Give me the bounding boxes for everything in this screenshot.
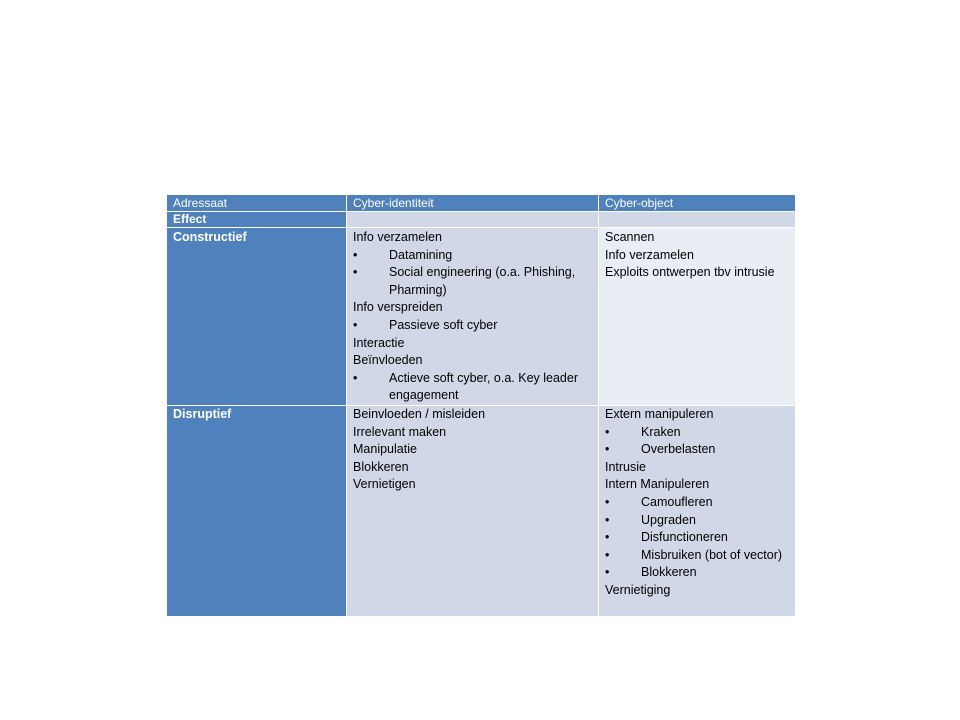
header-cyber-identiteit: Cyber-identiteit [347, 195, 599, 212]
bullet-item [605, 512, 789, 530]
bullet-marker: • [353, 317, 358, 332]
effect-object-cell [599, 212, 796, 228]
bullet-marker: • [353, 265, 358, 280]
bullet-text: Actieve soft cyber, o.a. Key leader engagement [389, 370, 578, 403]
text-line: Blokkeren [353, 459, 409, 474]
bullet-item [605, 564, 789, 582]
cell-disruptief-identity [347, 405, 599, 616]
bullet-text: Misbruiken (bot of vector) [641, 547, 783, 562]
text-line: Irrelevant maken [353, 424, 447, 439]
bullet-text: Overbelasten [641, 442, 716, 457]
bullet-item [353, 317, 592, 335]
text-line: Manipulatie [353, 442, 417, 457]
bullet-marker: • [605, 424, 610, 439]
bullet-item [605, 424, 789, 442]
cell-constructief-identity [347, 228, 599, 406]
bullet-text: Datamining [389, 247, 453, 262]
bullet-text: Social engineering (o.a. Phishing, Pharming) [389, 265, 576, 297]
text-line: Info verzamelen [353, 230, 442, 244]
bullet-text: Camoufleren [641, 494, 713, 509]
table-header-row [167, 195, 796, 212]
effect-label: Effect [167, 212, 347, 228]
effect-identity-cell [347, 212, 599, 228]
table-row-constructief [167, 228, 796, 406]
bullet-marker: • [605, 547, 610, 562]
text-line: Vernietigen [353, 477, 416, 492]
bullet-item [605, 529, 789, 547]
bullet-item [353, 247, 592, 265]
cell-constructief-object [599, 228, 796, 406]
bullet-item [353, 370, 592, 405]
cell-disruptief-object [599, 405, 796, 616]
row-label-disruptief: Disruptief [167, 405, 347, 616]
row-label-constructief: Constructief [167, 228, 347, 406]
text-line: Exploits ontwerpen tbv intrusie [605, 265, 775, 280]
bullet-text: Upgraden [641, 512, 696, 527]
text-line: Beïnvloeden [353, 353, 423, 368]
bullet-item [605, 547, 789, 565]
text-line: Scannen [605, 230, 655, 244]
bullet-marker: • [353, 247, 358, 262]
text-line: Intrusie [605, 459, 646, 474]
text-line: Info verspreiden [353, 300, 443, 315]
header-cyber-object: Cyber-object [599, 195, 796, 212]
effect-row [167, 212, 796, 228]
bullet-text: Disfunctioneren [641, 530, 728, 545]
bullet-marker: • [605, 512, 610, 527]
table-row-disruptief [167, 405, 796, 616]
text-line: Beinvloeden / misleiden [353, 406, 486, 421]
bullet-text: Passieve soft cyber [389, 317, 498, 332]
text-line: Vernietiging [605, 582, 671, 597]
bullet-marker: • [605, 565, 610, 580]
bullet-text: Kraken [641, 424, 681, 439]
text-line: Intern Manipuleren [605, 477, 710, 492]
text-line: Extern manipuleren [605, 406, 714, 421]
bullet-item [605, 441, 789, 459]
bullet-item [605, 494, 789, 512]
text-line: Info verzamelen [605, 247, 694, 262]
text-line: Interactie [353, 335, 405, 350]
header-adressaat: Adressaat [167, 195, 347, 212]
bullet-item [353, 264, 592, 299]
bullet-marker: • [605, 494, 610, 509]
bullet-marker: • [353, 370, 358, 385]
bullet-text: Blokkeren [641, 565, 697, 580]
bullet-marker: • [605, 530, 610, 545]
bullet-marker: • [605, 442, 610, 457]
effect-table [166, 194, 796, 617]
